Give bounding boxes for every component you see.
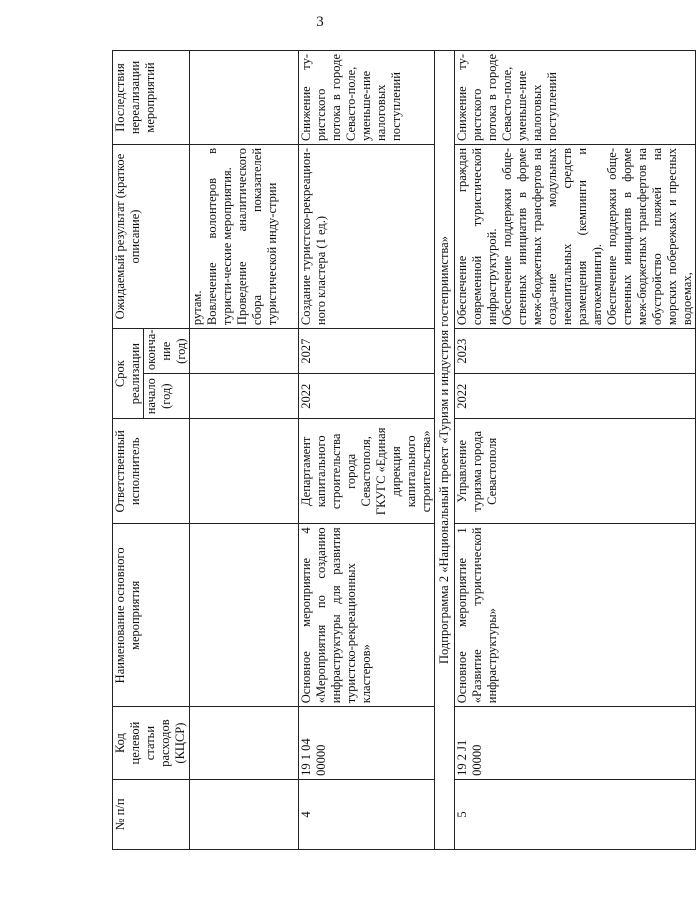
header-start: начало (год): [144, 374, 190, 419]
table-header-row: [113, 51, 144, 850]
header-consequences: Последствия нереализации мероприятий: [113, 51, 190, 145]
cell-consequences: Снижение ту-ристского потока в городе Севасто-поле, уменьше-ние налоговых поступлений: [299, 51, 435, 145]
cell-empty: [190, 51, 299, 145]
rotated-table-page: [112, 50, 694, 850]
subprogram-row: [435, 51, 455, 850]
header-term: Срок реализации: [113, 329, 144, 419]
cell-name: Основное мероприятие 4 «Мероприятия по созданию инфраструктуры для развития туристско-рекреационных кластеров»: [299, 524, 435, 707]
header-name: Наименование основного мероприятия: [113, 524, 190, 707]
cell-consequences: Снижение ту-ристского потока в городе Севасто-поле, уменьше-ние налоговых поступлений: [455, 51, 696, 145]
cell-code: 19 1 04 00000: [299, 707, 435, 780]
cell-result: Обеспечение граждан современной туристической инфраструктурой. Обеспечение поддержки обще-ственных инициатив в форме меж-бюджетных трансфертов на созда-ние модульных некапитальных средств размещения (кемпинги и автокемпинги). Обеспечение поддержки обще-ственных инициатив в форме меж-бюджетных трансфертов на обустройство пляжей на морских побережьях и пресных водоемах,: [455, 144, 696, 328]
cell-end: 2023: [455, 329, 696, 374]
cell-num: 5: [455, 779, 696, 849]
cell-empty: [190, 419, 299, 524]
table-row: [299, 51, 435, 850]
cell-empty: [190, 329, 299, 374]
cell-empty: [190, 374, 299, 419]
page-number: 3: [316, 14, 324, 30]
header-executor: Ответственный исполнитель: [113, 419, 190, 524]
cell-start: 2022: [455, 374, 696, 419]
cell-result: Создание туристско-рекреацион-ного кластера (1 ед.): [299, 144, 435, 328]
cell-result: рутам. Вовлечение волонтеров в туристи-ческие мероприятия. Проведение аналитического сбора показателей туристической инду-стрии: [190, 144, 299, 328]
cell-executor: Департамент капитального строительства города Севастополя, ГКУГС «Единая дирекция капитального строительства»: [299, 419, 435, 524]
cell-empty: [190, 779, 299, 849]
header-num: № п/п: [113, 779, 190, 849]
cell-num: 4: [299, 779, 435, 849]
subprogram-title: Подпрограмма 2 «Национальный проект «Туризм и индустрия гостеприимства»: [435, 51, 455, 850]
table-row: [455, 51, 696, 850]
cell-start: 2022: [299, 374, 435, 419]
header-result: Ожидаемый результат (краткое описание): [113, 144, 190, 328]
cell-name: Основное мероприятие 1 «Развитие туристической инфраструктуры»: [455, 524, 696, 707]
header-code: Код целевой статьи расходов (КЦСР): [113, 707, 190, 780]
cell-code: 19 2 J1 00000: [455, 707, 696, 780]
table-row-continued: [190, 51, 299, 850]
header-end: оконча-ние (год): [144, 329, 190, 374]
cell-empty: [190, 707, 299, 780]
cell-empty: [190, 524, 299, 707]
cell-executor: Управление туризма города Севастополя: [455, 419, 696, 524]
cell-end: 2027: [299, 329, 435, 374]
events-table: [112, 50, 696, 850]
